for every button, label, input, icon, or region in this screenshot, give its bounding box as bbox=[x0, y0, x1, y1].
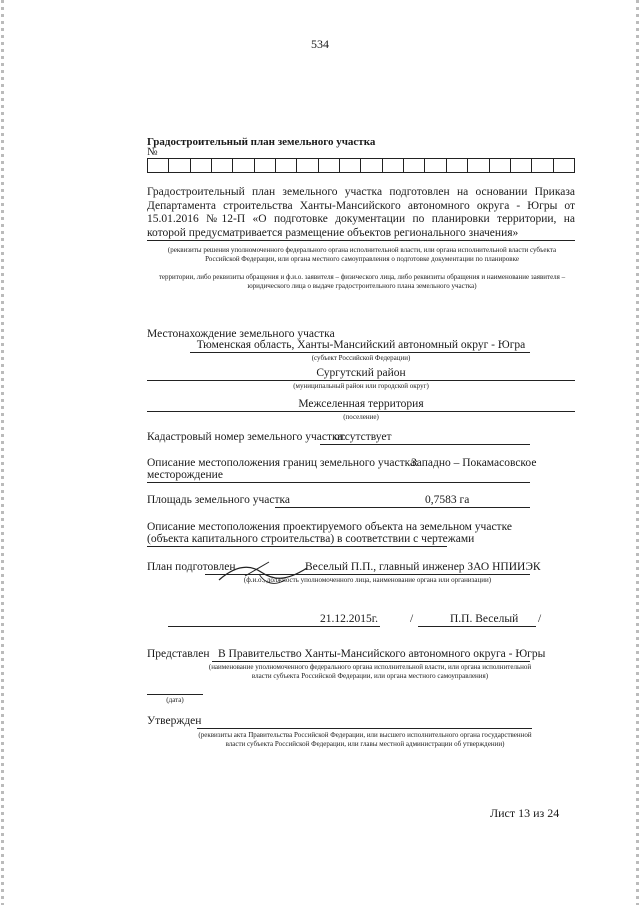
basis-caption-2: территории, либо реквизиты обращения и ф.и.о. заявителя – физического лица, либо реквизиты обращения и наименование заявителя – юридического лица о выдаче градостроительного плана земельного участка) bbox=[158, 273, 566, 290]
district-underline bbox=[147, 380, 575, 381]
district-value: Сургутский район bbox=[316, 367, 406, 379]
plan-number-cell bbox=[148, 159, 169, 172]
plan-number-cell bbox=[425, 159, 446, 172]
cadastral-value: отсутствует bbox=[334, 431, 392, 443]
plan-number-cell bbox=[404, 159, 425, 172]
subject-value: Тюменская область, Ханты-Мансийский автономный округ - Югра bbox=[196, 339, 526, 351]
plan-number-cell bbox=[468, 159, 489, 172]
plan-number-cell bbox=[276, 159, 297, 172]
signer-name: П.П. Веселый bbox=[450, 613, 519, 625]
plan-number-cell bbox=[319, 159, 340, 172]
presented-label: Представлен bbox=[147, 648, 210, 660]
date-slash-1: / bbox=[410, 613, 414, 625]
date-caption: (дата) bbox=[166, 696, 184, 704]
boundaries-label: Описание местоположения границ земельного участка: bbox=[147, 457, 419, 469]
plan-number-cell bbox=[169, 159, 190, 172]
area-underline bbox=[275, 507, 530, 508]
subject-underline bbox=[190, 352, 530, 353]
basis-underline bbox=[147, 240, 575, 241]
cadastral-label: Кадастровый номер земельного участка: bbox=[147, 431, 346, 443]
plan-number-cell bbox=[511, 159, 532, 172]
plan-number-label: № bbox=[147, 146, 158, 158]
presented-underline bbox=[212, 661, 530, 662]
boundaries-value-2: месторождение bbox=[147, 469, 223, 481]
plan-number-cell bbox=[255, 159, 276, 172]
location-label: Местонахождение земельного участка bbox=[147, 328, 335, 340]
settlement-caption: (поселение) bbox=[343, 413, 379, 421]
plan-title: Градостроительный план земельного участка bbox=[147, 136, 376, 148]
date-slash-2: / bbox=[538, 613, 542, 625]
page-number: 534 bbox=[311, 37, 329, 51]
plan-number-cell bbox=[554, 159, 574, 172]
plan-number-cell bbox=[383, 159, 404, 172]
prepared-value: Веселый П.П., главный инженер ЗАО НПИИЭК bbox=[305, 561, 541, 573]
plan-number-cell bbox=[447, 159, 468, 172]
prepared-date: 21.12.2015г. bbox=[320, 613, 379, 625]
plan-number-cell bbox=[490, 159, 511, 172]
sheet-label: Лист 13 из 24 bbox=[490, 806, 560, 820]
presented-value: В Правительство Ханты-Мансийского автономного округа - Югры bbox=[218, 648, 546, 660]
boundaries-underline bbox=[147, 482, 530, 483]
approved-caption: (реквизиты акта Правительства Российской Федерации, или высшего исполнительного органа государственной власти субъекта Российской Федерации, или главы местной администрации об утверждении) bbox=[198, 731, 532, 748]
approved-label: Утвержден bbox=[147, 715, 202, 727]
area-value: 0,7583 га bbox=[425, 494, 470, 506]
date-underline bbox=[168, 626, 380, 627]
plan-number-grid bbox=[147, 158, 575, 173]
scan-edge-left bbox=[1, 0, 4, 905]
area-label: Площадь земельного участка bbox=[147, 494, 290, 506]
plan-number-cell bbox=[340, 159, 361, 172]
plan-number-cell bbox=[532, 159, 553, 172]
cadastral-underline bbox=[320, 444, 530, 445]
plan-number-cell bbox=[191, 159, 212, 172]
signer-underline bbox=[418, 626, 536, 627]
basis-caption-1: (реквизиты решения уполномоченного федерального органа исполнительной власти, или органа исполнительной власти субъекта Российской Федерации, или органа местного самоуправления о подготовке документации по планировке bbox=[167, 246, 557, 263]
scan-edge-right bbox=[636, 0, 639, 905]
plan-number-cell bbox=[233, 159, 254, 172]
prepared-label: План подготовлен bbox=[147, 561, 236, 573]
object-line-2: (объекта капитального строительства) в соответствии с чертежами bbox=[147, 533, 475, 545]
presented-caption: (наименование уполномоченного федерального органа исполнительной власти, или органа исполнительной власти субъекта Российской Федерации, или органа местного самоуправления) bbox=[208, 663, 532, 680]
signature-mark bbox=[215, 556, 315, 596]
plan-number-cell bbox=[212, 159, 233, 172]
object-line-1: Описание местоположения проектируемого объекта на земельном участке bbox=[147, 521, 512, 533]
settlement-value: Межселенная территория bbox=[298, 398, 424, 410]
plan-number-cell bbox=[361, 159, 382, 172]
date-blank-line bbox=[147, 694, 203, 695]
basis-text: Градостроительный план земельного участка подготовлен на основании Приказа Департамента строительства Ханты-Мансийского автономного округа - Югры от 15.01.2016 №12-П «О подготовке документации по планировки территории, на которой предусматривается размещение объектов регионального значения» bbox=[147, 186, 575, 239]
district-caption: (муниципальный район или городской округ) bbox=[293, 382, 429, 390]
object-underline bbox=[147, 546, 447, 547]
settlement-underline bbox=[147, 411, 575, 412]
approved-underline bbox=[197, 728, 532, 729]
plan-number-cell bbox=[297, 159, 318, 172]
boundaries-value-1: Западно – Покамасовское bbox=[411, 457, 537, 469]
prepared-caption: (ф.и.о., должность уполномоченного лица, наименование органа или организации) bbox=[243, 576, 492, 584]
subject-caption: (субъект Российской Федерации) bbox=[311, 354, 411, 362]
